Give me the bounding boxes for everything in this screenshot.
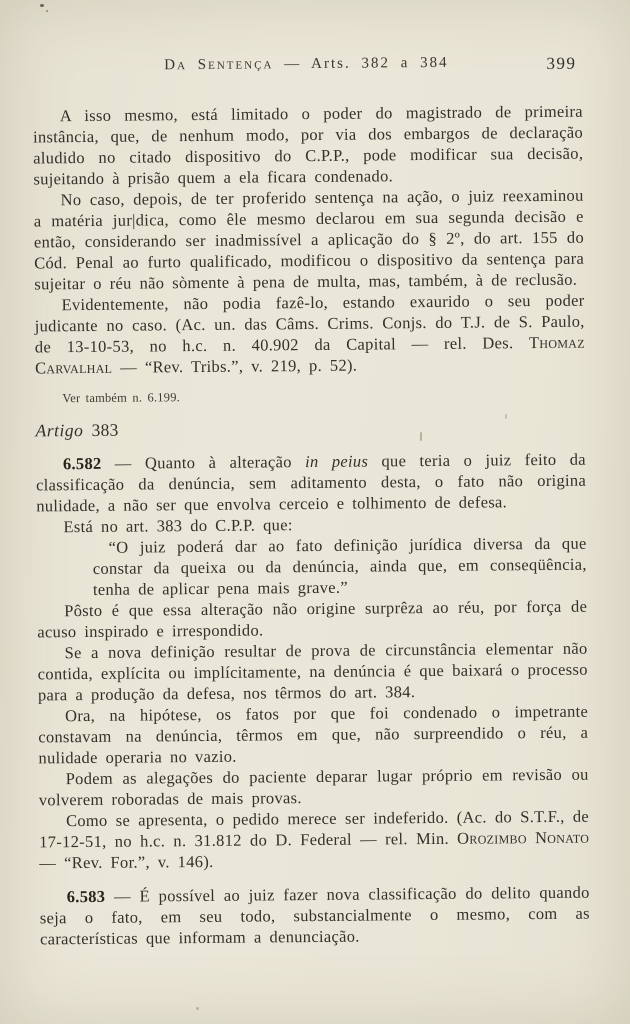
scan-speck [196, 1007, 199, 1010]
paragraph-8: Ora, na hipótese, os fatos por que foi condenado o impetrante constavam na denúncia, têrmos em que, não surpreendido o réu, a nulidade operaria no vazio. [38, 701, 589, 768]
paragraph-6583 [40, 882, 591, 950]
article-heading-word: Artigo [35, 420, 84, 441]
section-title: Da Sentença [164, 56, 274, 74]
text-segment: — “Rev. For.”, v. 146). [39, 851, 214, 873]
paragraph-6: Pôsto é que essa alteração não origine surprêza ao réu, por força de acuso inspirado e irrespondido. [37, 596, 588, 642]
paragraph-1: A isso mesmo, está limitado o poder do magistrado de primeira instância, que, de nenhum modo, por via dos embargos de declaração aludido no citado dispositivo do C.P.P., pode modificar sua decisão, sujeitando à prisão quem a ela ficara condenado. [32, 101, 584, 189]
paragraph-7: Se a nova definição resultar de prova de circunstância elementar não contida, explícita ou implícitamente, na denúncia é que baixará o processo para a produção da defesa, nos têrmos do art. 384. [37, 638, 588, 705]
text-segment: — “Rev. Tribs.”, v. 219, p. 52). [112, 355, 358, 377]
statute-quote: “O juiz poderá dar ao fato definição jurídica diversa da que constar da queixa ou da denúncia, ainda que, em conseqüência, tenha de aplicar pena mais grave.” [92, 533, 587, 599]
text-segment: Como se apresenta, o pedido merece ser indeferido. (Ac. do S.T.F., de 17-12-51, no h.c. n. 31.812 do D. Federal — rel. Min. [39, 806, 590, 852]
text-segment: que teria o juiz feito da classificação da denúncia, sem aditamento desta, o fato não origina nulidade, a não ser que envolva cerceio e tolhimento de defesa. [36, 449, 587, 516]
article-heading [36, 416, 586, 442]
text-block [33, 101, 590, 950]
page-header [32, 54, 580, 81]
cross-reference-note: Ver também n. 6.199. [62, 390, 181, 406]
item-number: 6.582 [62, 453, 102, 474]
paragraph-10 [39, 806, 590, 874]
article-heading-number: 383 [91, 419, 119, 440]
latin-phrase: in peius [304, 451, 369, 472]
running-title [32, 54, 580, 76]
cited-judge-name: Thomaz Carvalhal [34, 332, 585, 378]
text-segment: Evidentemente, não podia fazê-lo, estando exaurido o seu poder judicante no caso. (Ac. un. das Câms. Crims. Conjs. do T.J. de S. Paulo, de 13-10-53, no h.c. n. 40.902 da Capital — rel. Des. [34, 290, 585, 357]
text-segment: — É possível ao juiz fazer nova classificação do delito quando seja o fato, em seu todo, substancialmente o mesmo, com as características que informam a denunciação. [39, 882, 590, 949]
page-number: 399 [546, 53, 577, 73]
paragraph-6582 [36, 449, 587, 517]
cited-minister-name: Orozimbo Nonato [457, 827, 590, 848]
paragraph-9: Podem as alegações do paciente deparar lugar próprio em revisão ou volverem roboradas de mais provas. [38, 764, 589, 810]
paragraph-5: Está no art. 383 do C.P.P. que: [63, 515, 293, 537]
articles-range: — Arts. 382 a 384 [273, 54, 449, 73]
item-number: 6.583 [66, 886, 106, 907]
paragraph-2: No caso, depois, de ter proferido sentença na ação, o juiz reexaminou a matéria jur|dica, como êle mesmo declarou em sua segunda decisão e então, considerando ser inadmissível a aplicação do § 2º, do art. 155 do Cód. Penal ao furto qualificado, modificou o dispositivo da sentença para sujeitar o réu não sòmente à pena de multa, mas, também, à de reclusão. [33, 185, 585, 294]
paragraph-3 [34, 290, 585, 379]
text-segment: — Quanto à alteração [101, 452, 306, 473]
